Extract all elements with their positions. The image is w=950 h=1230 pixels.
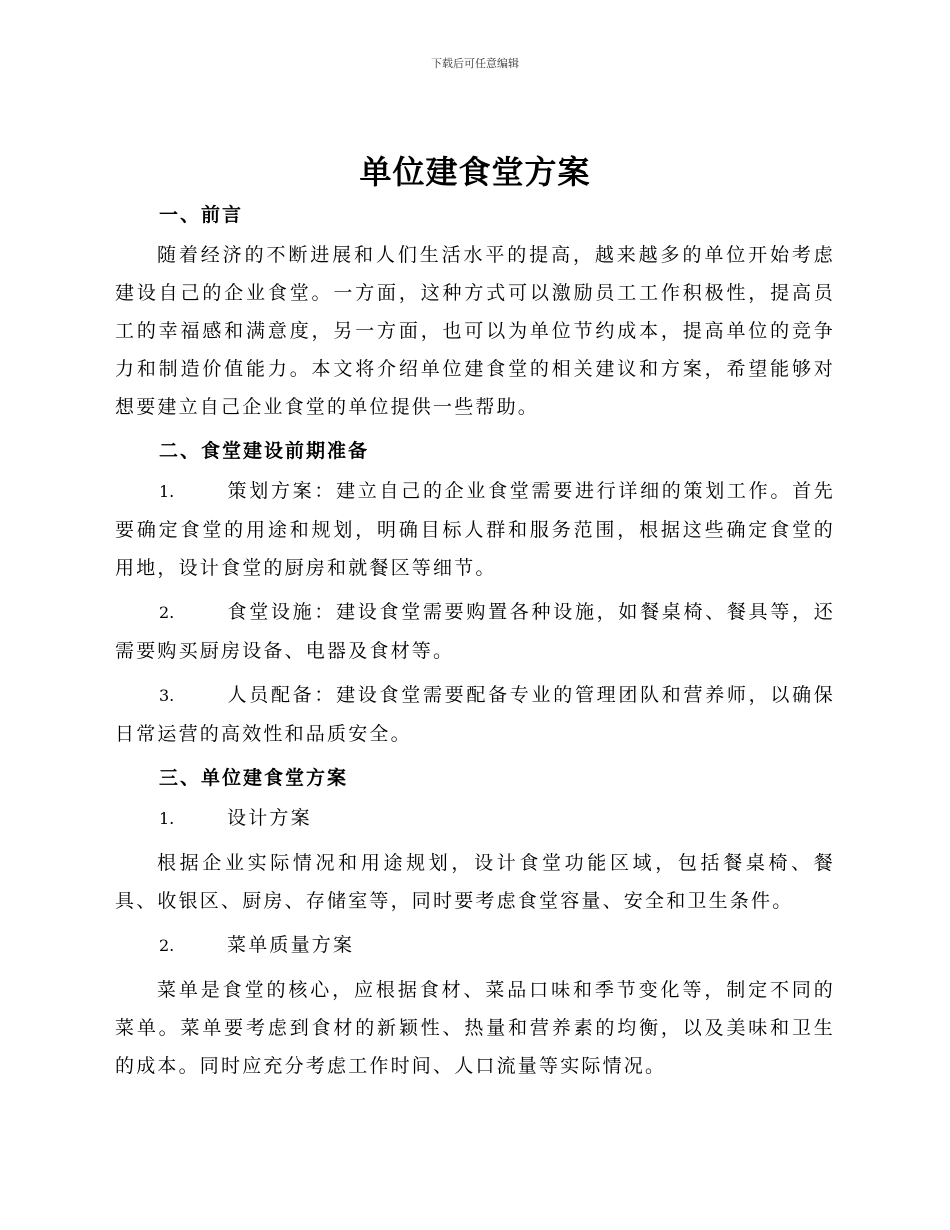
preface-paragraph: 随着经济的不断进展和人们生活水平的提高，越来越多的单位开始考虑建设自己的企业食堂。一方面，这种方式可以激励员工工作积极性，提高员工的幸福感和满意度，另一方面，也可以为单位节约成本，提高单位的竞争力和制造价值能力。本文将介绍单位建食堂的相关建议和方案，希望能够对想要建立自己企业食堂的单位提供一些帮助。 xyxy=(115,244,835,418)
section-heading-preface: 一、前言 xyxy=(159,204,244,226)
list-item-text: 人员配备：建设食堂需要配备专业的管理团队和营养师，以确保日常运营的高效性和品质安全。 xyxy=(115,684,835,745)
section-heading-plan: 三、单位建食堂方案 xyxy=(159,767,349,789)
subsection-number: 2. xyxy=(159,936,175,955)
list-item-number: 1. xyxy=(159,482,175,501)
document-title: 单位建食堂方案 xyxy=(359,153,591,191)
subsection-title xyxy=(115,926,835,965)
subsection-title xyxy=(115,799,835,838)
list-item-number: 3. xyxy=(159,686,175,705)
subsection-number: 1. xyxy=(159,809,175,828)
page-header-note: 下载后可任意编辑 xyxy=(431,57,519,70)
list-item-number: 2. xyxy=(159,603,175,622)
list-item xyxy=(115,676,835,753)
subsection-paragraph: 菜单是食堂的核心，应根据食材、菜品口味和季节变化等，制定不同的菜单。菜单要考虑到食材的新颖性、热量和营养素的均衡，以及美味和卫生的成本。同时应充分考虑工作时间、人口流量等实际情况。 xyxy=(115,979,835,1077)
list-item-text: 策划方案：建立自己的企业食堂需要进行详细的策划工作。首先要确定食堂的用途和规划，明确目标人群和服务范围，根据这些确定食堂的用地，设计食堂的厨房和就餐区等细节。 xyxy=(115,480,835,579)
list-item xyxy=(115,472,835,587)
list-item-text: 食堂设施：建设食堂需要购置各种设施，如餐桌椅、餐具等，还需要购买厨房设备、电器及食材等。 xyxy=(115,601,835,662)
section-heading-preparation: 二、食堂建设前期准备 xyxy=(159,440,370,462)
subsection-title-text: 菜单质量方案 xyxy=(227,934,355,956)
subsection-title-text: 设计方案 xyxy=(227,807,312,829)
document-body xyxy=(115,196,835,1091)
subsection-paragraph: 根据企业实际情况和用途规划，设计食堂功能区域，包括餐桌椅、餐具、收银区、厨房、存储室等，同时要考虑食堂容量、安全和卫生条件。 xyxy=(115,852,835,912)
list-item xyxy=(115,593,835,670)
